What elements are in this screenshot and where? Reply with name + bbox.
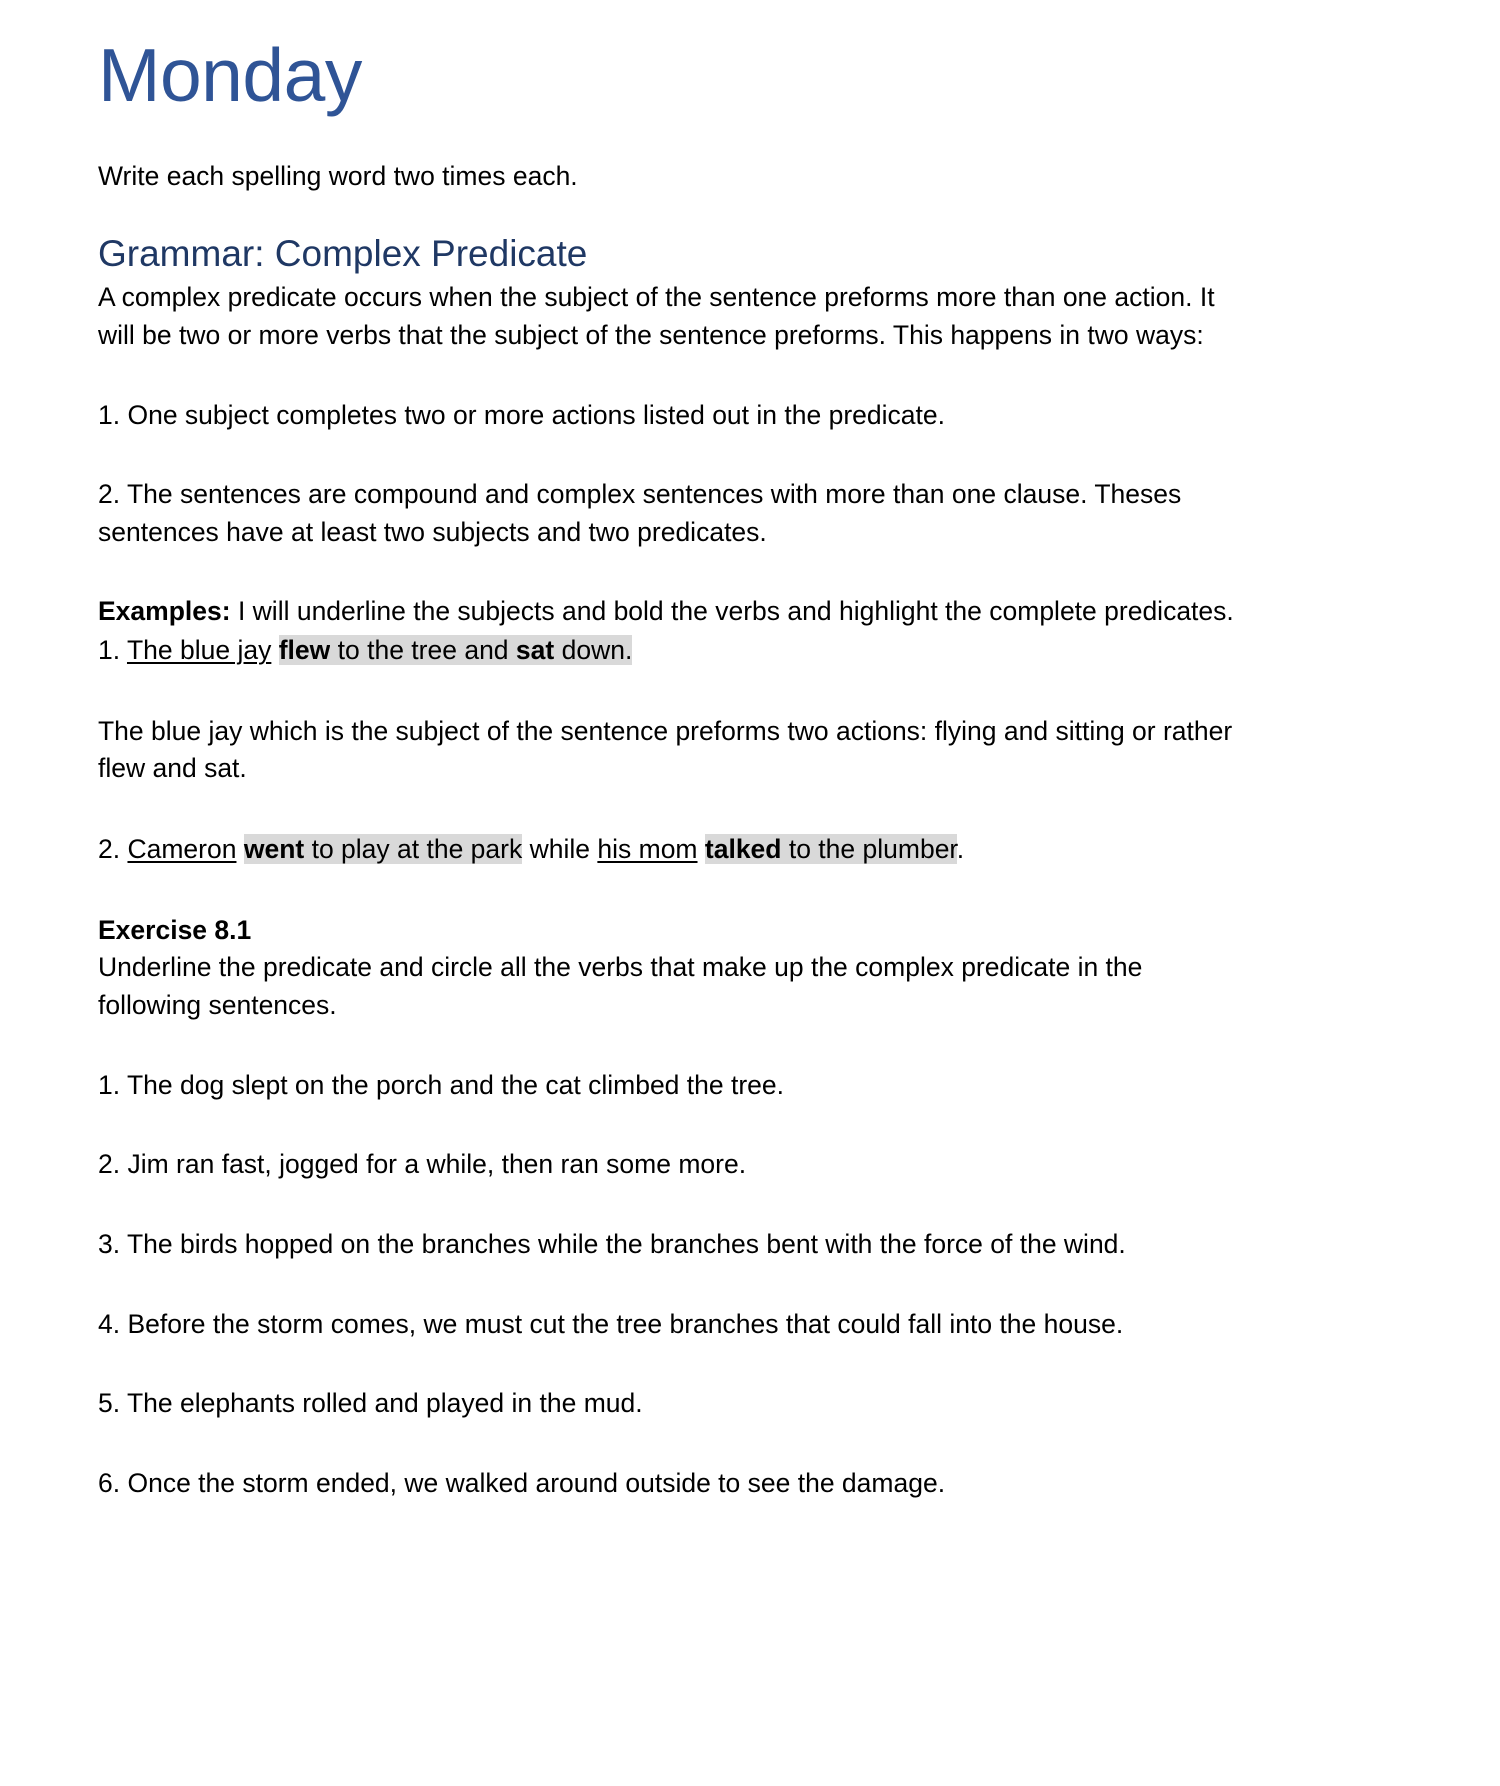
example-1-middle: to the tree and	[330, 635, 516, 666]
exercise-heading: Exercise 8.1	[98, 914, 252, 945]
example-1-number: 1.	[98, 635, 127, 666]
intro-instruction: Write each spelling word two times each.	[98, 161, 578, 191]
page-title: Monday	[98, 33, 362, 117]
example-sentence-2	[98, 830, 1238, 870]
definition-paragraph: A complex predicate occurs when the subject of the sentence preforms more than one action. It will be two or more verbs that the subject of the sentence preforms. This happens in two ways:	[98, 282, 1215, 350]
spacer	[98, 1264, 1238, 1306]
spacer	[98, 196, 1238, 226]
example-2-verb-1: went	[243, 834, 305, 865]
examples-intro	[98, 593, 1238, 631]
example-2-space-1	[236, 834, 243, 864]
exercise-item-6: 6. Once the storm ended, we walked around outside to see the damage.	[98, 1467, 946, 1498]
example-1-verb-1: flew	[278, 635, 331, 666]
exercise-instructions: Underline the predicate and circle all the verbs that make up the complex predicate in the following sentences.	[98, 952, 1143, 1021]
exercise-item-1: 1. The dog slept on the porch and the cat climbed the tree.	[98, 1069, 785, 1100]
example-2-middle-2: to the plumber	[781, 834, 957, 865]
exercise-item-5: 5. The elephants rolled and played in the mud.	[98, 1388, 643, 1419]
exercise-item-3: 3. The birds hopped on the branches while the branches bent with the force of the wind.	[98, 1228, 1126, 1259]
example-2-period: .	[956, 834, 965, 865]
example-2-verb-2: talked	[704, 834, 782, 865]
example-2-subject-2: his mom	[597, 834, 698, 865]
spacer	[98, 1184, 1238, 1226]
spacer	[98, 1104, 1238, 1146]
example-1-explanation: The blue jay which is the subject of the sentence preforms two actions: flying and sitting or rather flew and sat.	[98, 715, 1233, 784]
spacer	[98, 434, 1238, 476]
example-2-subject-1: Cameron	[127, 834, 237, 865]
exercise-item-4: 4. Before the storm comes, we must cut the tree branches that could fall into the house.	[98, 1308, 1124, 1339]
example-1-tail: down.	[554, 635, 633, 666]
document-content	[98, 0, 1238, 1502]
spacer	[98, 1423, 1238, 1465]
example-2-space-2	[698, 834, 705, 864]
section-heading-grammar: Grammar: Complex Predicate	[98, 232, 588, 274]
example-1-verb-2: sat	[515, 635, 555, 666]
example-1-subject: The blue jay	[126, 635, 272, 666]
spacer	[98, 113, 1238, 158]
example-2-number: 2.	[98, 834, 128, 865]
spacer	[98, 1343, 1238, 1385]
example-2-conjunction: while	[522, 834, 598, 865]
example-1-space	[271, 635, 278, 665]
spacer	[98, 671, 1238, 713]
spacer	[98, 355, 1238, 397]
examples-intro-text: I will underline the subjects and bold the verbs and highlight the complete predicates.	[230, 596, 1234, 627]
way-item-1: 1. One subject completes two or more actions listed out in the predicate.	[98, 399, 945, 430]
spacer	[98, 551, 1238, 593]
way-item-2: 2. The sentences are compound and complex sentences with more than one clause. Theses sentences have at least two subjects and two predicates.	[98, 479, 1182, 547]
example-sentence-1	[98, 631, 1238, 671]
examples-label: Examples:	[98, 596, 231, 627]
exercise-item-2: 2. Jim ran fast, jogged for a while, then ran some more.	[98, 1149, 747, 1180]
example-2-middle-1: to play at the park	[304, 834, 523, 865]
spacer	[98, 1025, 1238, 1067]
spacer	[98, 870, 1238, 912]
spacer	[98, 788, 1238, 830]
